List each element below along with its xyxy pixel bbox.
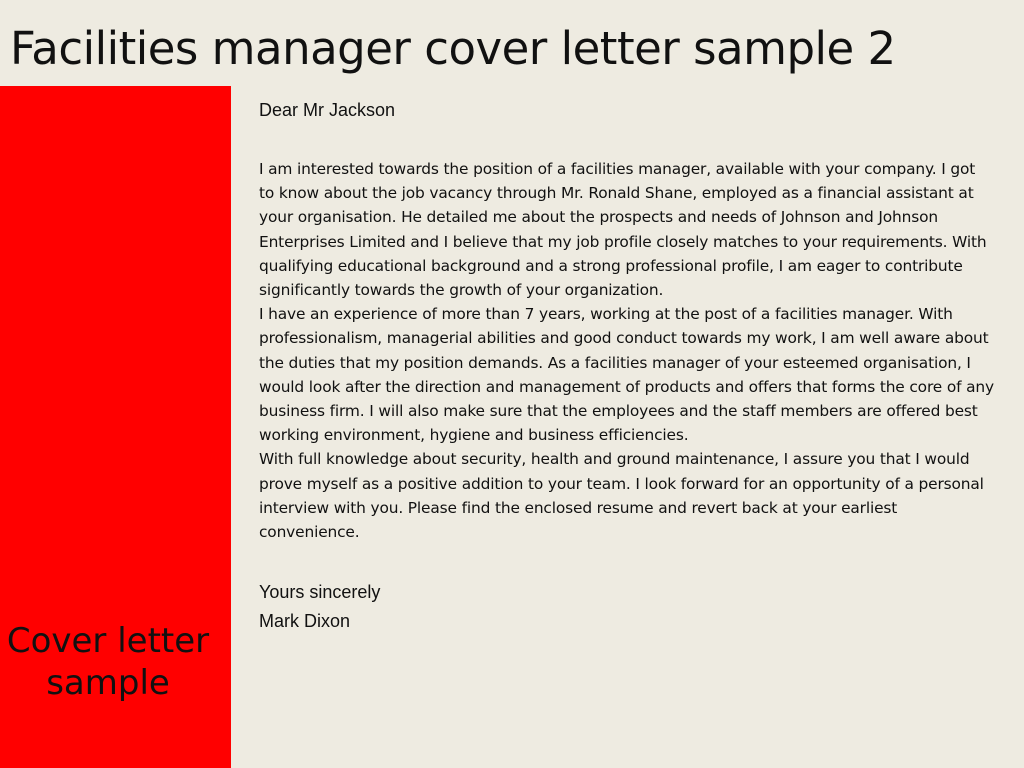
letter-closing: Yours sincerely [259, 582, 381, 603]
letter-paragraph-2: I have an experience of more than 7 years, working at the post of a facilities manager. With professionalism, managerial abilities and good conduct towards my work, I am well aware about the duties that my position demands. As a facilities manager of your esteemed organisation, I would look after the direction and management of products and offers that forms the core of any business firm. I will also make sure that the employees and the staff members are offered best working environment, hygiene and business efficiencies. [259, 305, 994, 445]
letter-signature: Mark Dixon [259, 611, 351, 632]
letter-salutation: Dear Mr Jackson [259, 100, 396, 120]
side-caption: Cover letter sample [6, 621, 210, 703]
letter-body [259, 98, 994, 636]
slide-title: Facilities manager cover letter sample 2 [10, 22, 896, 75]
letter-paragraph-3: With full knowledge about security, health and ground maintenance, I assure you that I would prove myself as a positive addition to your team. I look forward for an opportunity of a personal interview with you. Please find the enclosed resume and revert back at your earliest convenience. [259, 450, 984, 542]
letter-closing-block [259, 578, 994, 636]
letter-paragraph-1: I am interested towards the position of a facilities manager, available with your company. I got to know about the job vacancy through Mr. Ronald Shane, employed as a financial assistant at your organisation. He detailed me about the prospects and needs of Johnson and Johnson Enterprises Limited and I believe that my job profile closely matches to your requirements. With qualifying educational background and a strong professional profile, I am eager to contribute significantly towards the growth of your organization. [259, 160, 987, 300]
